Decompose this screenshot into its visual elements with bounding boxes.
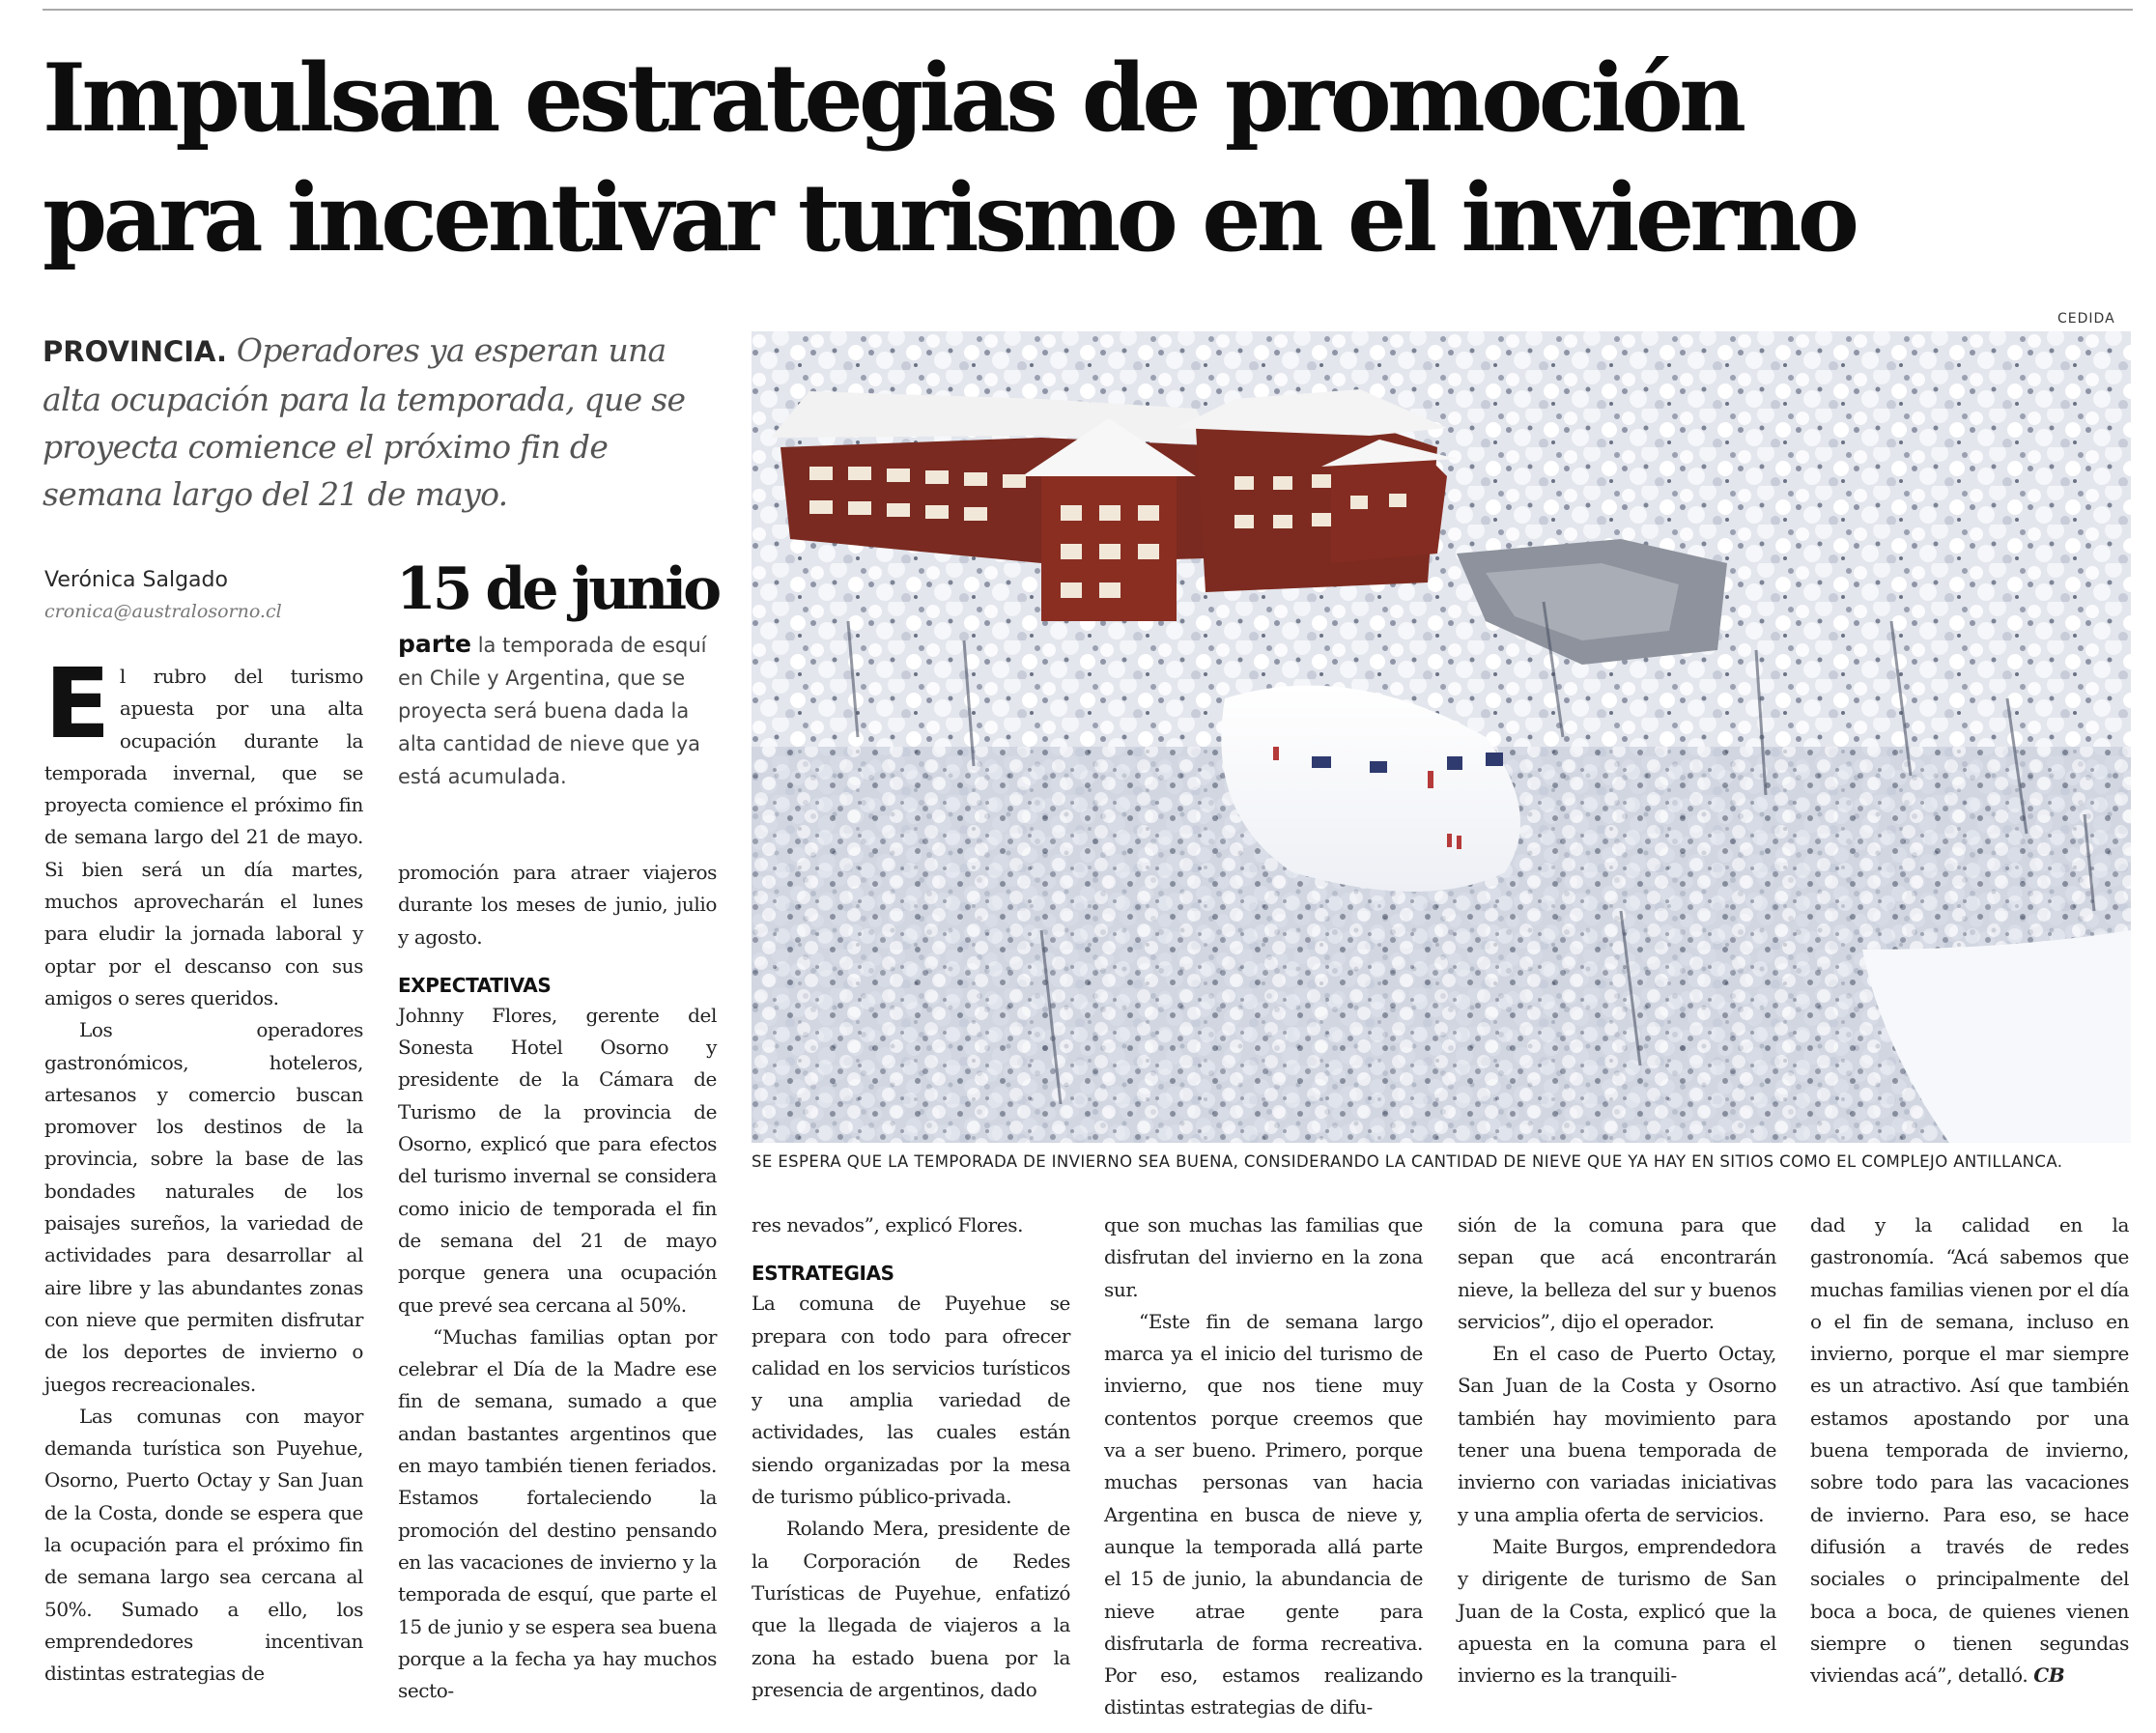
paragraph: promoción para atraer viajeros durante los meses de junio, julio y agosto. — [398, 861, 717, 949]
lead-kicker: PROVINCIA. — [43, 335, 228, 368]
callout-date: 15 de junio — [396, 555, 719, 623]
paragraph — [44, 647, 363, 1014]
drop-cap: E — [44, 647, 110, 760]
paragraph-text: l rubro del turismo apuesta por una alta ocupación durante la temporada invernal, que se proyecta comience el próximo fin de semana largo del 21 de mayo. Si bien será un día martes, muchos aprovecharán el lunes para eludir la jornada laboral y optar por el descanso con sus amigos o seres queridos. — [44, 665, 363, 1009]
author-signoff: CB — [2033, 1663, 2065, 1688]
paragraph: que son muchas las familias que disfrutan del invierno en la zona sur. — [1104, 1213, 1423, 1301]
article-column-3 — [752, 1209, 1070, 1706]
paragraph-text: dad y la calidad en la gastronomía. “Acá sabemos que muchas familias vienen por el día o el fin de semana, incluso en invierno, porque el mar siempre es un atractivo. Así que también estamos apostando por una buena temporada de invierno, sobre todo para las vacaciones de invierno. Para eso, se hace difusión a través de redes sociales o principalmente del boca a boca, de quienes vienen siempre o tienen segundas viviendas acá”, detalló. — [1810, 1213, 2129, 1688]
paragraph — [1810, 1209, 2129, 1691]
callout-text: la temporada de esquí en Chile y Argentina, que se proyecta será buena dada la alta cantidad de nieve que ya está acumulada. — [398, 634, 707, 788]
article-column-1 — [44, 647, 363, 1690]
article-column-4 — [1104, 1209, 1423, 1724]
subheading: EXPECTATIVAS — [398, 973, 552, 997]
paragraph: “Este fin de semana largo marca ya el inicio del turismo de invierno, que nos tiene muy contentos porque creemos que va a ser bueno. Primero, porque muchas personas van hacia Argentina en busca de nieve y, aunque la temporada allá parte el 15 de junio, la abundancia de nieve atrae gente para disfrutarla de forma recreativa. Por eso, estamos realizando distintas estrategias de difu- — [1104, 1309, 1423, 1719]
subheading: ESTRATEGIAS — [752, 1262, 894, 1286]
byline-author: Verónica Salgado — [44, 568, 228, 592]
article-column-5 — [1458, 1209, 1776, 1691]
headline — [43, 39, 2139, 278]
paragraph: Johnny Flores, gerente del Sonesta Hotel Osorno y presidente de la Cámara de Turismo de la provincia de Osorno, explicó que para efectos del turismo invernal se considera como inicio de temporada el fin de semana del 21 de mayo porque genera una ocupación que prevé sea cercana al 50%. — [398, 1003, 717, 1317]
article-column-6 — [1810, 1209, 2129, 1691]
callout-strong: parte — [398, 630, 472, 658]
top-rule — [43, 9, 2133, 11]
article-column-2 — [398, 857, 717, 1707]
paragraph: “Muchas familias optan por celebrar el Día de la Madre ese fin de semana, sumado a que andan bastantes argentinos que en mayo también tienen feriados. Estamos fortaleciendo la promoción del destino pensando en las vacaciones de invierno y la temporada de esquí, que parte el 15 de junio y se espera sea buena porque a la fecha ya hay muchos secto- — [398, 1324, 717, 1703]
paragraph: La comuna de Puyehue se prepara con todo para ofrecer calidad en los servicios turísticos y una amplia variedad de actividades, las cuales están siendo organizadas por la mesa de turismo público-privada. — [752, 1292, 1070, 1509]
paragraph: res nevados”, explicó Flores. — [752, 1213, 1024, 1236]
headline-line-1: Impulsan estrategias de promoción — [43, 43, 1743, 153]
callout-box — [398, 628, 723, 793]
lead-text: Operadores ya esperan una alta ocupación para la temporada, que se proyecta comience el próximo fin de semana largo del 21 de mayo. — [43, 331, 686, 513]
headline-line-2: para incentivar turismo en el invierno — [43, 163, 1856, 272]
paragraph: Maite Burgos, emprendedora y dirigente de turismo de San Juan de la Costa, explicó que la apuesta en la comuna para el invierno es la tranquili- — [1458, 1534, 1776, 1688]
byline-email: cronica@australosorno.cl — [44, 601, 282, 622]
paragraph: sión de la comuna para que sepan que acá encontrarán nieve, la belleza del sur y buenos servicios”, dijo el operador. — [1458, 1213, 1776, 1333]
photo-credit: CEDIDA — [2057, 311, 2115, 327]
paragraph: Rolando Mera, presidente de la Corporación de Redes Turísticas de Puyehue, enfatizó que la llegada de viajeros a la zona ha estado buena por la presencia de argentinos, dado — [752, 1517, 1070, 1701]
photo-caption: SE ESPERA QUE LA TEMPORADA DE INVIERNO SEA BUENA, CONSIDERANDO LA CANTIDAD DE NIEVE QUE YA HAY EN SITIOS COMO EL COMPLEJO ANTILLANCA. — [752, 1152, 2063, 1171]
paragraph: En el caso de Puerto Octay, San Juan de la Costa y Osorno también hay movimiento para tener una buena temporada de invierno con variadas iniciativas y una amplia oferta de servicios. — [1458, 1342, 1776, 1526]
snow-lodge-photo — [752, 331, 2131, 1143]
paragraph: Los operadores gastronómicos, hoteleros, artesanos y comercio buscan promover los destinos de la provincia, sobre la base de las bondades naturales de los paisajes sureños, la variedad de actividades para desarrollar al aire libre y las abundantes zonas con nieve que permiten disfrutar de los deportes de invierno o juegos recreacionales. — [44, 1018, 363, 1396]
lead-paragraph — [43, 327, 719, 518]
paragraph: Las comunas con mayor demanda turística son Puyehue, Osorno, Puerto Octay y San Juan de la Costa, donde se espera que la ocupación para el próximo fin de semana largo sea cercana al 50%. Sumado a ello, los emprendedores incentivan distintas estrategias de — [44, 1404, 363, 1686]
